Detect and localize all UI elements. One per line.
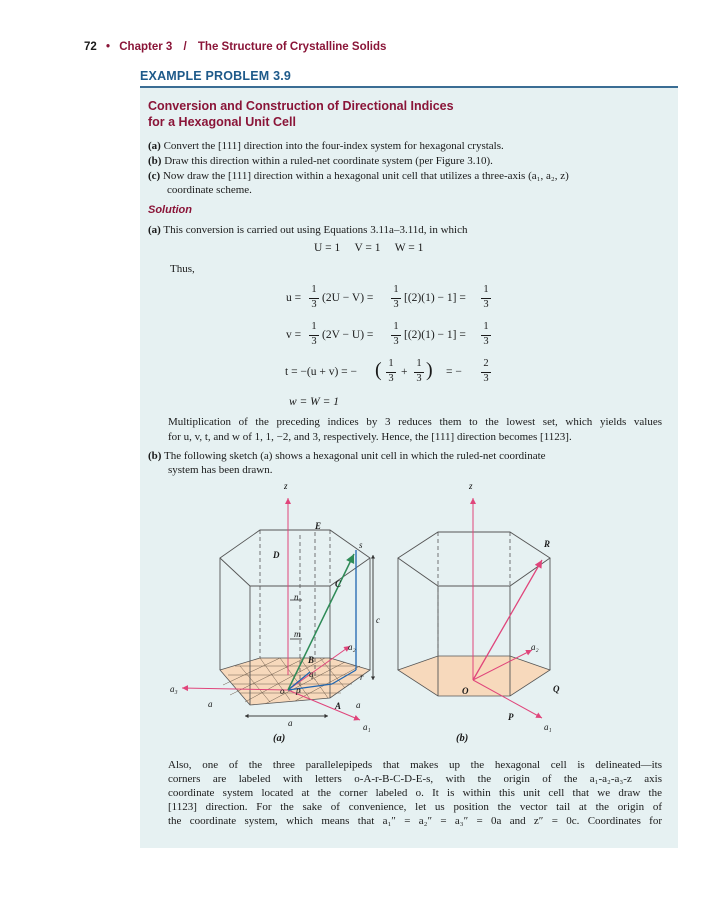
eq-v-left: v = xyxy=(286,329,302,341)
solution-a xyxy=(148,223,467,237)
eq-v-mid: (2V − U) = xyxy=(322,329,374,341)
solution-a-label: (a) xyxy=(148,224,161,236)
eq-t-frac2-den: 3 xyxy=(416,373,422,384)
closing-line5: the coordinate system, which means that a₁″ = a₂″ = a₃″ = 0a and z″ = 0c. Coordinates for xyxy=(168,815,662,827)
solution-a-text: This conversion is carried out using Equations 3.11a–3.11d, in which xyxy=(163,224,468,236)
label-a3: a₃ xyxy=(170,684,178,694)
label-c: c xyxy=(376,615,380,625)
eq-u-result-num: 1 xyxy=(483,284,489,295)
eq-t-paren-right: ) xyxy=(426,359,433,381)
label-C: C xyxy=(335,579,342,589)
closing-line3: coordinate system located at the corner labeled o. It is within this unit cell that we draw the xyxy=(168,787,662,799)
problem-a xyxy=(148,139,504,153)
example-title xyxy=(148,98,454,130)
eq-v-frac2-num: 1 xyxy=(393,321,399,332)
running-header xyxy=(84,41,386,53)
top-hexagon xyxy=(220,530,370,586)
solution-b xyxy=(148,449,546,463)
uvw-values: U = 1 V = 1 W = 1 xyxy=(314,242,424,254)
closing-line2: corners are labeled with letters o-A-r-B-C-D-E-s, with the origin of the a₁-a₂-a₃-z axis xyxy=(168,773,662,785)
example-title-line1: Conversion and Construction of Directional Indices xyxy=(148,99,454,113)
eq-t-equals: = − xyxy=(446,366,462,378)
label-m: m xyxy=(294,629,301,639)
problem-c-label: (c) xyxy=(148,170,161,182)
eq-t-frac1-den: 3 xyxy=(388,373,394,384)
chapter-title: The Structure of Crystalline Solids xyxy=(197,41,387,53)
page-number: 72 xyxy=(84,41,97,53)
label-p: p xyxy=(296,685,301,695)
thus-label: Thus, xyxy=(170,263,195,275)
example-title-line2: for a Hexagonal Unit Cell xyxy=(148,115,296,129)
label-a2-b: a₂ xyxy=(531,642,539,652)
problem-b xyxy=(148,154,493,168)
cell-a xyxy=(170,481,380,732)
closing-line1: Also, one of the three parallelepipeds that makes up the hexagonal cell is delineated—its xyxy=(168,759,662,771)
label-a1-b: a₁ xyxy=(544,722,552,732)
label-q: q xyxy=(309,669,314,679)
label-Q: Q xyxy=(553,684,560,694)
chapter-label: Chapter 3 xyxy=(119,41,173,53)
eq-u-right: [(2)(1) − 1] = xyxy=(404,292,466,304)
problem-b-label: (b) xyxy=(148,155,162,167)
header-separator: / xyxy=(183,41,187,53)
eq-t-frac2-num: 1 xyxy=(416,358,422,369)
closing-line4: [1123] direction. For the sake of convenience, let us position the vector tail at the origin of xyxy=(168,801,662,813)
eq-t-left: t = −(u + v) = − xyxy=(285,366,358,378)
problem-a-label: (a) xyxy=(148,140,161,152)
label-r: r xyxy=(360,672,364,682)
eq-w: w = W = 1 xyxy=(289,396,340,408)
label-a2-a: a₂ xyxy=(348,642,356,652)
solution-b-label: (b) xyxy=(148,450,162,462)
eq-u-mid: (2U − V) = xyxy=(322,292,374,304)
top-hexagon-b xyxy=(398,532,550,586)
solution-label: Solution xyxy=(148,204,192,216)
mult-line2: for u, v, t, and w of 1, 1, −2, and 3, respectively. Hence, the [111] direction becomes [1123]. xyxy=(168,431,572,443)
eq-u-frac2-den: 3 xyxy=(393,299,399,310)
problem-c-text: Now draw the [111] direction within a hexagonal unit cell that utilizes a three-axis (a₁, a₂, z) xyxy=(162,170,569,182)
z-label-a: z xyxy=(284,481,288,491)
label-B: B xyxy=(308,655,315,665)
base-hexagon-b xyxy=(398,656,550,696)
label-s: s xyxy=(359,540,363,550)
problem-c-cont: coordinate scheme. xyxy=(167,184,252,196)
eq-t-paren-left: ( xyxy=(375,359,382,381)
problem-a-text: Convert the [111] direction into the four-index system for hexagonal crystals. xyxy=(163,140,504,152)
label-D: D xyxy=(273,550,280,560)
caption-a: (a) xyxy=(273,733,286,744)
eq-t-result-num: 2 xyxy=(483,358,489,369)
label-P: P xyxy=(508,712,514,722)
hexagonal-cell-figure xyxy=(160,480,580,755)
eq-u-result-den: 3 xyxy=(483,299,489,310)
ruled-net-base xyxy=(220,658,370,705)
eq-u-left: u = xyxy=(286,292,302,304)
eq-v-result-den: 3 xyxy=(483,336,489,347)
eq-u-frac2-num: 1 xyxy=(393,284,399,295)
header-bullet: • xyxy=(106,41,111,53)
eq-v-right: [(2)(1) − 1] = xyxy=(404,329,466,341)
label-O: O xyxy=(462,686,469,696)
eq-v-frac2-den: 3 xyxy=(393,336,399,347)
label-a-bottom: a xyxy=(288,718,293,728)
eq-t-frac1-num: 1 xyxy=(388,358,394,369)
eq-u-frac1-den: 3 xyxy=(311,299,317,310)
label-a-right: a xyxy=(356,700,361,710)
eq-v-result-num: 1 xyxy=(483,321,489,332)
eq-v-frac1-num: 1 xyxy=(311,321,317,332)
label-n: n xyxy=(294,592,299,602)
solution-b-cont: system has been drawn. xyxy=(168,464,273,476)
eq-t-plus: + xyxy=(401,366,408,378)
cell-b xyxy=(398,481,560,732)
caption-b: (b) xyxy=(456,733,469,744)
label-o: o xyxy=(280,686,285,696)
label-A: A xyxy=(335,701,342,711)
eq-t-result-den: 3 xyxy=(483,373,489,384)
label-R: R xyxy=(544,539,551,549)
z-label-b: z xyxy=(469,481,473,491)
solution-b-text: The following sketch (a) shows a hexagonal unit cell in which the ruled-net coordinate xyxy=(164,450,546,462)
example-label: EXAMPLE PROBLEM 3.9 xyxy=(140,69,292,83)
label-a1-a: a₁ xyxy=(363,722,371,732)
mult-line1: Multiplication of the preceding indices by 3 reduces them to the lowest set, which yields values xyxy=(168,416,662,428)
problem-c xyxy=(148,169,569,183)
eq-v-frac1-den: 3 xyxy=(311,336,317,347)
label-a-left: a xyxy=(208,699,213,709)
eq-u-frac1-num: 1 xyxy=(311,284,317,295)
problem-b-text: Draw this direction within a ruled-net coordinate system (per Figure 3.10). xyxy=(164,155,493,167)
label-E: E xyxy=(315,521,322,531)
